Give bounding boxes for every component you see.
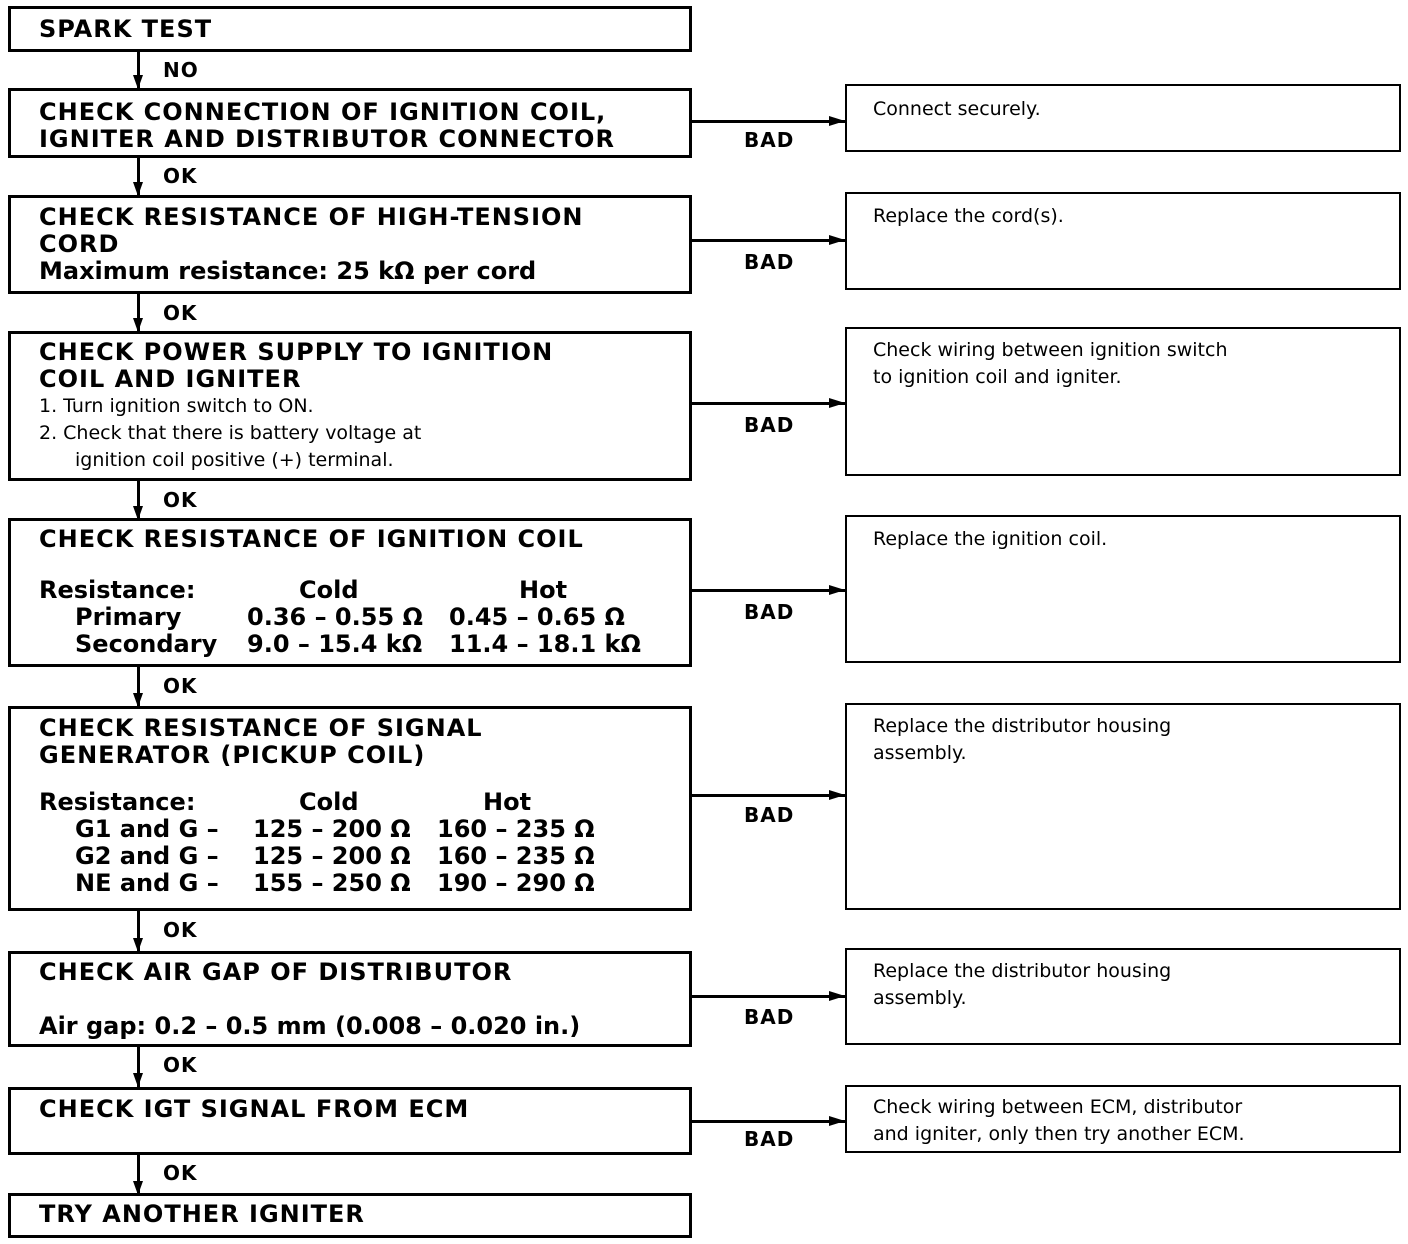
result-text: Replace the cord(s). xyxy=(873,205,1064,227)
flow-label-ok: OK xyxy=(163,1161,198,1185)
flow-arrow-coil-to-signal xyxy=(137,667,140,707)
result-check-ignition-wiring xyxy=(845,327,1401,476)
row-hot: 190 – 290 Ω xyxy=(437,869,595,897)
procedure-step-1: 1. Turn ignition switch to ON. xyxy=(39,395,314,417)
row-cold: 125 – 200 Ω xyxy=(253,815,411,843)
flow-label-bad: BAD xyxy=(744,128,795,152)
step-check-igt-signal xyxy=(8,1087,692,1155)
flow-label-ok: OK xyxy=(163,674,198,698)
column-header-hot: Hot xyxy=(483,788,532,816)
row-name: NE and G – xyxy=(75,869,219,897)
column-header-cold: Cold xyxy=(299,788,359,816)
bad-arrow-cord xyxy=(692,239,845,242)
flow-label-ok: OK xyxy=(163,918,198,942)
result-text-line1: Check wiring between ECM, distributor xyxy=(873,1096,1243,1118)
flow-arrow-connection-to-cord xyxy=(137,158,140,196)
result-text-line1: Check wiring between ignition switch xyxy=(873,339,1228,361)
step-title-line1: CHECK POWER SUPPLY TO IGNITION xyxy=(39,338,554,366)
result-text-line2: and igniter, only then try another ECM. xyxy=(873,1123,1245,1145)
flow-label-bad: BAD xyxy=(744,1005,795,1029)
row-hot: 160 – 235 Ω xyxy=(437,815,595,843)
result-text-line1: Replace the distributor housing xyxy=(873,715,1172,737)
step-title-line1: CHECK CONNECTION OF IGNITION COIL, xyxy=(39,98,607,126)
arrow-head-down-icon xyxy=(133,938,143,952)
bad-arrow-airgap xyxy=(692,995,845,998)
flow-arrow-airgap-to-igt xyxy=(137,1047,140,1087)
result-text-line2: to ignition coil and igniter. xyxy=(873,366,1122,388)
row-hot: 11.4 – 18.1 kΩ xyxy=(449,630,641,658)
flow-label-bad: BAD xyxy=(744,413,795,437)
step-check-power-supply xyxy=(8,331,692,481)
result-text: Connect securely. xyxy=(873,98,1041,120)
flow-label-bad: BAD xyxy=(744,250,795,274)
arrow-head-right-icon xyxy=(829,398,845,408)
step-title-line2: GENERATOR (PICKUP COIL) xyxy=(39,741,426,769)
arrow-head-down-icon xyxy=(133,1073,143,1087)
result-text-line2: assembly. xyxy=(873,987,967,1009)
row-hot: 160 – 235 Ω xyxy=(437,842,595,870)
arrow-head-right-icon xyxy=(829,116,845,126)
step-check-signal-generator xyxy=(8,706,692,911)
row-cold: 125 – 200 Ω xyxy=(253,842,411,870)
flow-arrow-signal-to-airgap xyxy=(137,911,140,952)
step-check-connection xyxy=(8,88,692,158)
column-header-cold: Cold xyxy=(299,576,359,604)
step-title-line2: CORD xyxy=(39,230,120,258)
bad-arrow-coil xyxy=(692,589,845,592)
step-title: CHECK RESISTANCE OF IGNITION COIL xyxy=(39,525,584,553)
step-title-line1: CHECK RESISTANCE OF HIGH-TENSION xyxy=(39,203,584,231)
step-check-ignition-coil xyxy=(8,518,692,667)
flow-label-no: NO xyxy=(163,58,199,82)
flow-arrow-power-to-coil xyxy=(137,481,140,520)
row-hot: 0.45 – 0.65 Ω xyxy=(449,603,625,631)
flow-label-ok: OK xyxy=(163,301,198,325)
row-name: G1 and G – xyxy=(75,815,219,843)
flow-arrow-cord-to-power xyxy=(137,294,140,332)
result-connect-securely xyxy=(845,84,1401,152)
step-title: SPARK TEST xyxy=(39,15,213,43)
spec-air-gap: Air gap: 0.2 – 0.5 mm (0.008 – 0.020 in.) xyxy=(39,1012,581,1040)
row-name: Secondary xyxy=(75,630,218,658)
step-check-high-tension-cord xyxy=(8,195,692,294)
step-title-line2: IGNITER AND DISTRIBUTOR CONNECTOR xyxy=(39,125,615,153)
result-replace-distributor-housing xyxy=(845,703,1401,910)
flow-label-bad: BAD xyxy=(744,600,795,624)
arrow-head-right-icon xyxy=(829,991,845,1001)
resistance-label: Resistance: xyxy=(39,788,196,816)
flow-label-bad: BAD xyxy=(744,803,795,827)
arrow-head-down-icon xyxy=(133,75,143,89)
step-title: CHECK IGT SIGNAL FROM ECM xyxy=(39,1095,470,1123)
step-spark-test xyxy=(8,6,692,52)
row-cold: 155 – 250 Ω xyxy=(253,869,411,897)
procedure-step-2: 2. Check that there is battery voltage at xyxy=(39,422,422,444)
result-text: Replace the ignition coil. xyxy=(873,528,1108,550)
result-replace-ignition-coil xyxy=(845,515,1401,663)
result-check-ecm-wiring xyxy=(845,1085,1401,1153)
result-text-line1: Replace the distributor housing xyxy=(873,960,1172,982)
flow-label-bad: BAD xyxy=(744,1127,795,1151)
spec-max-resistance: Maximum resistance: 25 kΩ per cord xyxy=(39,257,537,285)
result-replace-cords xyxy=(845,192,1401,290)
step-try-another-igniter xyxy=(8,1193,692,1238)
arrow-head-down-icon xyxy=(133,318,143,332)
flow-label-ok: OK xyxy=(163,488,198,512)
arrow-head-down-icon xyxy=(133,182,143,196)
result-replace-distributor-housing-airgap xyxy=(845,948,1401,1045)
flow-label-ok: OK xyxy=(163,1053,198,1077)
step-title: TRY ANOTHER IGNITER xyxy=(39,1200,365,1228)
arrow-head-down-icon xyxy=(133,693,143,707)
step-check-air-gap xyxy=(8,951,692,1047)
step-title-line1: CHECK RESISTANCE OF SIGNAL xyxy=(39,714,483,742)
bad-arrow-power xyxy=(692,402,845,405)
column-header-hot: Hot xyxy=(519,576,568,604)
step-title-line2: COIL AND IGNITER xyxy=(39,365,302,393)
bad-arrow-signal xyxy=(692,794,845,797)
flow-arrow-spark-to-connection xyxy=(137,52,140,89)
arrow-head-right-icon xyxy=(829,235,845,245)
arrow-head-right-icon xyxy=(829,790,845,800)
flow-label-ok: OK xyxy=(163,164,198,188)
result-text-line2: assembly. xyxy=(873,742,967,764)
arrow-head-right-icon xyxy=(829,1116,845,1126)
row-cold: 0.36 – 0.55 Ω xyxy=(247,603,423,631)
row-cold: 9.0 – 15.4 kΩ xyxy=(247,630,423,658)
flow-arrow-igt-to-igniter xyxy=(137,1155,140,1195)
signal-generator-resistance-table xyxy=(39,789,689,897)
step-title: CHECK AIR GAP OF DISTRIBUTOR xyxy=(39,958,513,986)
row-name: Primary xyxy=(75,603,182,631)
bad-arrow-connection xyxy=(692,120,845,123)
resistance-label: Resistance: xyxy=(39,576,196,604)
bad-arrow-igt xyxy=(692,1120,845,1123)
ignition-coil-resistance-table xyxy=(39,577,689,658)
arrow-head-right-icon xyxy=(829,585,845,595)
row-name: G2 and G – xyxy=(75,842,219,870)
procedure-step-2-cont: ignition coil positive (+) terminal. xyxy=(75,449,394,471)
